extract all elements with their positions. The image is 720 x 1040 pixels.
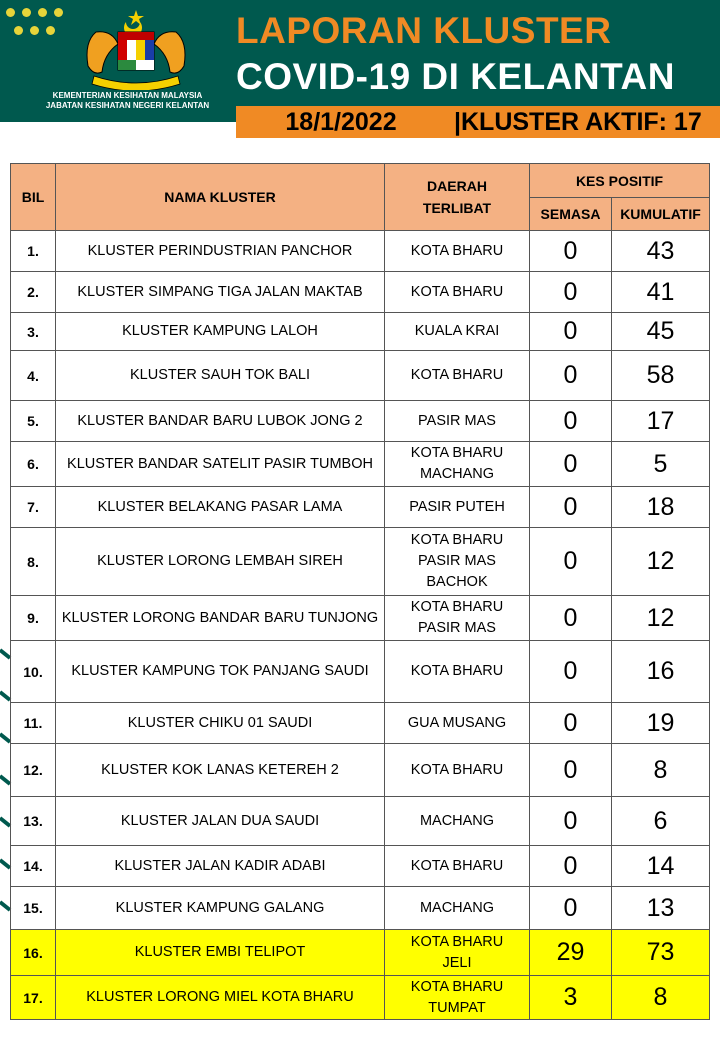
- district-name: PASIR MAS: [418, 412, 496, 429]
- current-cases: 3: [530, 976, 612, 1020]
- row-number: 17.: [11, 976, 56, 1020]
- cluster-name: KLUSTER KAMPUNG GALANG: [56, 887, 385, 930]
- table-row: [11, 401, 710, 442]
- row-number: 11.: [11, 703, 56, 744]
- table-row: [11, 846, 710, 887]
- district-cell: [385, 596, 530, 641]
- cluster-name: KLUSTER EMBI TELIPOT: [56, 930, 385, 976]
- district-cell: [385, 744, 530, 797]
- malaysia-coat-of-arms-icon: [74, 8, 198, 90]
- district-cell: [385, 272, 530, 313]
- row-number: 8.: [11, 528, 56, 596]
- cumulative-cases: 12: [612, 528, 710, 596]
- cumulative-cases: 58: [612, 351, 710, 401]
- current-cases: 0: [530, 313, 612, 351]
- row-number: 6.: [11, 442, 56, 487]
- district-name: KOTA BHARU: [410, 933, 504, 950]
- current-cases: 29: [530, 930, 612, 976]
- table-row: [11, 596, 710, 641]
- cluster-name: KLUSTER KAMPUNG TOK PANJANG SAUDI: [56, 641, 385, 703]
- report-date: 18/1/2022: [236, 106, 446, 138]
- district-name: KOTA BHARU: [410, 857, 504, 874]
- cluster-name: KLUSTER LORONG BANDAR BARU TUNJONG: [56, 596, 385, 641]
- district-cell: [385, 231, 530, 272]
- cumulative-cases: 5: [612, 442, 710, 487]
- table-row: [11, 744, 710, 797]
- cluster-name: KLUSTER SAUH TOK BALI: [56, 351, 385, 401]
- row-number: 3.: [11, 313, 56, 351]
- district-name: MACHANG: [419, 899, 495, 916]
- current-cases: 0: [530, 887, 612, 930]
- district-name: KOTA BHARU: [410, 367, 504, 383]
- cluster-name: KLUSTER KOK LANAS KETEREH 2: [56, 744, 385, 797]
- cluster-name: KLUSTER BANDAR BARU LUBOK JONG 2: [56, 401, 385, 442]
- cluster-name: KLUSTER LORONG LEMBAH SIREH: [56, 528, 385, 596]
- district-cell: [385, 641, 530, 703]
- column-header-kes-positif: KES POSITIF: [530, 164, 710, 198]
- cumulative-cases: 6: [612, 797, 710, 846]
- cluster-table: [10, 163, 710, 1020]
- district-name: GUA MUSANG: [407, 714, 507, 731]
- table-row: [11, 797, 710, 846]
- district-name: PASIR PUTEH: [409, 498, 505, 515]
- table-row: [11, 272, 710, 313]
- district-cell: [385, 351, 530, 401]
- row-number: 5.: [11, 401, 56, 442]
- current-cases: 0: [530, 528, 612, 596]
- current-cases: 0: [530, 231, 612, 272]
- table-row: [11, 528, 710, 596]
- cumulative-cases: 17: [612, 401, 710, 442]
- table-row: [11, 703, 710, 744]
- cluster-name: KLUSTER BELAKANG PASAR LAMA: [56, 487, 385, 528]
- table-row: [11, 976, 710, 1020]
- district-cell: [385, 487, 530, 528]
- row-number: 9.: [11, 596, 56, 641]
- current-cases: 0: [530, 272, 612, 313]
- district-cell: [385, 313, 530, 351]
- column-header-semasa: SEMASA: [530, 198, 612, 231]
- cluster-name: KLUSTER LORONG MIEL KOTA BHARU: [56, 976, 385, 1020]
- column-header-name: NAMA KLUSTER: [56, 164, 385, 231]
- current-cases: 0: [530, 401, 612, 442]
- current-cases: 0: [530, 596, 612, 641]
- cluster-name: KLUSTER CHIKU 01 SAUDI: [56, 703, 385, 744]
- table-row: [11, 351, 710, 401]
- cumulative-cases: 19: [612, 703, 710, 744]
- cumulative-cases: 18: [612, 487, 710, 528]
- cumulative-cases: 8: [612, 744, 710, 797]
- row-number: 7.: [11, 487, 56, 528]
- district-name: KOTA BHARU: [410, 978, 504, 995]
- district-cell: [385, 442, 530, 487]
- table-row: [11, 313, 710, 351]
- district-name: MACHANG: [419, 812, 495, 829]
- column-header-daerah: DAERAH TERLIBAT: [385, 164, 530, 231]
- current-cases: 0: [530, 797, 612, 846]
- table-row: [11, 231, 710, 272]
- cumulative-cases: 13: [612, 887, 710, 930]
- cumulative-cases: 43: [612, 231, 710, 272]
- district-cell: [385, 401, 530, 442]
- row-number: 15.: [11, 887, 56, 930]
- cumulative-cases: 45: [612, 313, 710, 351]
- district-name: KOTA BHARU: [410, 761, 504, 778]
- district-cell: [385, 528, 530, 596]
- cluster-name: KLUSTER BANDAR SATELIT PASIR TUMBOH: [56, 442, 385, 487]
- cluster-name: KLUSTER JALAN KADIR ADABI: [56, 846, 385, 887]
- row-number: 2.: [11, 272, 56, 313]
- cumulative-cases: 8: [612, 976, 710, 1020]
- cluster-name: KLUSTER JALAN DUA SAUDI: [56, 797, 385, 846]
- table-row: [11, 887, 710, 930]
- table-row: [11, 487, 710, 528]
- current-cases: 0: [530, 442, 612, 487]
- table-row: [11, 442, 710, 487]
- row-number: 4.: [11, 351, 56, 401]
- ministry-name: [20, 91, 235, 111]
- district-name: KUALA KRAI: [414, 323, 500, 339]
- current-cases: 0: [530, 351, 612, 401]
- cluster-name: KLUSTER SIMPANG TIGA JALAN MAKTAB: [56, 272, 385, 313]
- district-cell: [385, 703, 530, 744]
- column-header-bil: BIL: [11, 164, 56, 231]
- current-cases: 0: [530, 846, 612, 887]
- district-name: JELI: [442, 954, 472, 971]
- district-name: KOTA BHARU: [410, 599, 504, 615]
- decorative-dots: [6, 8, 72, 42]
- report-header: [0, 0, 720, 122]
- row-number: 12.: [11, 744, 56, 797]
- district-name: KOTA BHARU: [410, 663, 504, 679]
- cumulative-cases: 12: [612, 596, 710, 641]
- current-cases: 0: [530, 744, 612, 797]
- district-name: MACHANG: [419, 466, 495, 482]
- department-line: JABATAN KESIHATAN NEGERI KELANTAN: [45, 101, 210, 110]
- district-name: KOTA BHARU: [410, 283, 504, 300]
- current-cases: 0: [530, 641, 612, 703]
- district-cell: [385, 976, 530, 1020]
- table-row: [11, 641, 710, 703]
- district-name: TUMPAT: [428, 999, 486, 1016]
- column-header-kumulatif: KUMULATIF: [612, 198, 710, 231]
- row-number: 13.: [11, 797, 56, 846]
- row-number: 10.: [11, 641, 56, 703]
- report-subtitle: COVID-19 DI KELANTAN: [236, 56, 675, 97]
- district-name: KOTA BHARU: [410, 242, 504, 259]
- row-number: 16.: [11, 930, 56, 976]
- district-cell: [385, 797, 530, 846]
- cumulative-cases: 73: [612, 930, 710, 976]
- cumulative-cases: 16: [612, 641, 710, 703]
- active-cluster-count: |KLUSTER AKTIF: 17: [446, 106, 720, 138]
- cluster-name: KLUSTER PERINDUSTRIAN PANCHOR: [56, 231, 385, 272]
- district-name: KOTA BHARU: [410, 532, 504, 548]
- table-row: [11, 930, 710, 976]
- district-cell: [385, 930, 530, 976]
- district-name: PASIR MAS: [418, 620, 496, 636]
- district-cell: [385, 887, 530, 930]
- cumulative-cases: 14: [612, 846, 710, 887]
- district-name: PASIR MAS: [418, 553, 496, 569]
- district-name: BACHOK: [426, 574, 488, 590]
- district-cell: [385, 846, 530, 887]
- row-number: 14.: [11, 846, 56, 887]
- ministry-line: KEMENTERIAN KESIHATAN MALAYSIA: [52, 91, 203, 100]
- cumulative-cases: 41: [612, 272, 710, 313]
- current-cases: 0: [530, 487, 612, 528]
- current-cases: 0: [530, 703, 612, 744]
- district-name: KOTA BHARU: [410, 445, 504, 461]
- report-title: LAPORAN KLUSTER: [236, 10, 612, 51]
- row-number: 1.: [11, 231, 56, 272]
- cluster-name: KLUSTER KAMPUNG LALOH: [56, 313, 385, 351]
